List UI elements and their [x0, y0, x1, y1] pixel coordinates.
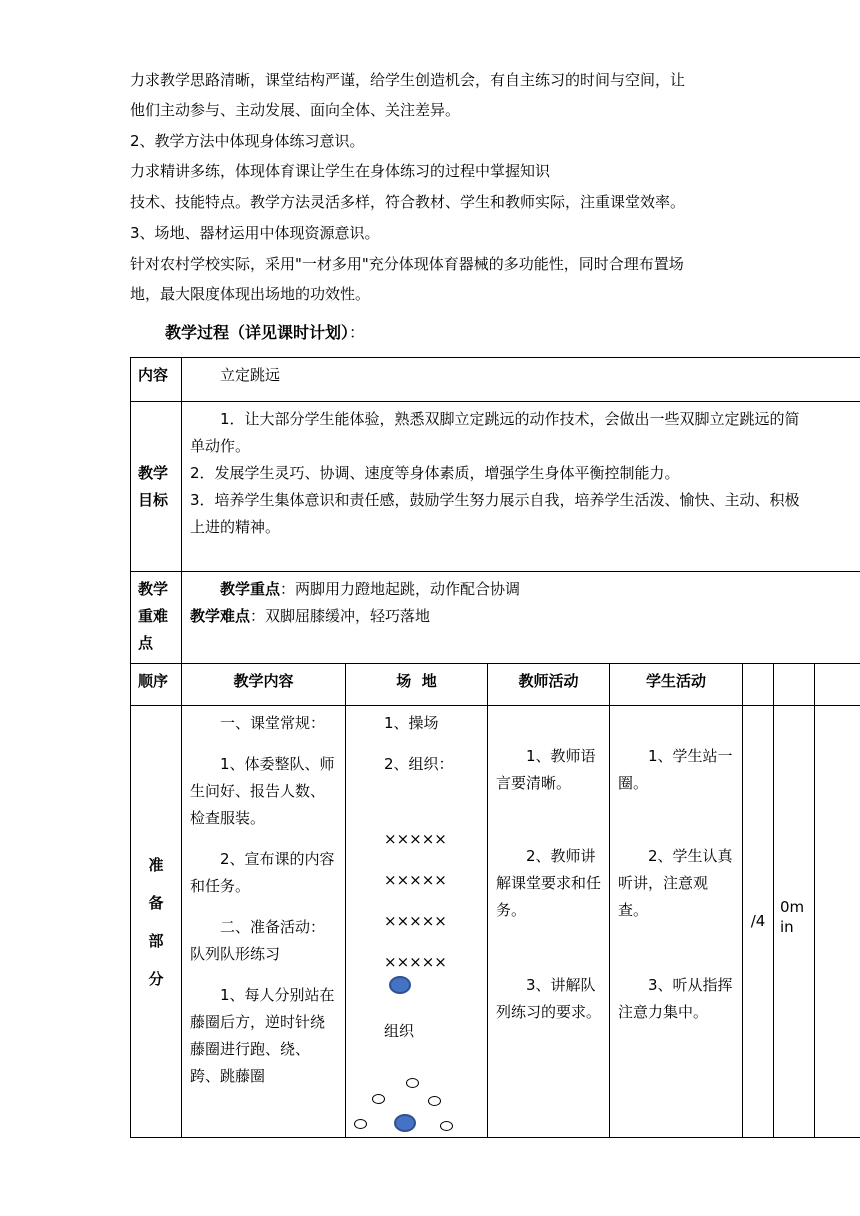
formation-row: ××××× [384, 871, 447, 889]
intro-line: 针对农村学校实际，采用"一材多用"充分体现体育器械的多功能性，同时合理布置场 [130, 255, 684, 273]
content-item: 2、宣布课的内容和任务。 [190, 850, 335, 895]
lesson-plan-table [130, 357, 860, 1138]
hoop-icon [354, 1119, 367, 1129]
difficulty-text: ：双脚屈膝缓冲，轻巧落地 [250, 607, 431, 625]
header-extra [774, 664, 815, 706]
header-venue: 场 地 [346, 664, 488, 706]
teacher-item: 2、教师讲解课堂要求和任务。 [496, 847, 602, 919]
content-column [182, 706, 346, 1138]
content-item: 一、课堂常规： [220, 714, 326, 732]
content-value: 立定跳远 [182, 358, 860, 402]
goal-item: 1．让大部分学生能体验，熟悉双脚立定跳远的动作技术，会做出一些双脚立定跳远的简 [220, 410, 800, 428]
formation-row: ××××× [384, 953, 447, 971]
student-item: 1、学生站一圈。 [618, 747, 733, 792]
student-item: 3、听从指挥注意力集中。 [618, 976, 733, 1021]
intro-line: 2、教学方法中体现身体练习意识。 [130, 132, 365, 150]
section-label: 准 备 部 分 [131, 706, 182, 1138]
header-extra [743, 664, 774, 706]
venue-column [346, 706, 488, 1138]
goal-item-cont: 上进的精神。 [190, 518, 281, 536]
content-item: 1、体委整队、师生问好、报告人数、检查服装。 [190, 755, 335, 827]
formation-row: ××××× [384, 912, 447, 930]
content-label: 内容 [131, 358, 182, 402]
section-heading [165, 320, 365, 343]
goal-item: 3．培养学生集体意识和责任感，鼓励学生努力展示自我，培养学生活泼、愉快、主动、积极 [190, 491, 800, 509]
prep-section-row [131, 706, 860, 1138]
formation-row: ××××× [384, 830, 447, 848]
teacher-position-icon [389, 976, 411, 994]
student-column [610, 706, 743, 1138]
goal-item: 2．发展学生灵巧、协调、速度等身体素质，增强学生身体平衡控制能力。 [190, 464, 680, 482]
teacher-position-icon [394, 1114, 416, 1132]
goal-item-cont: 单动作。 [190, 437, 251, 455]
content-row [131, 358, 860, 402]
difficulty-label: 教学难点 [190, 607, 251, 625]
heading-tail: ： [349, 323, 366, 342]
student-item: 2、学生认真听讲，注意观查。 [618, 847, 733, 919]
header-row [131, 664, 860, 706]
key-points-row [131, 572, 860, 664]
content-item: 二、准备活动：队列队形练习 [190, 918, 326, 963]
intro-line: 力求教学思路清晰，课堂结构严谨，给学生创造机会，有自主练习的时间与空间，让 [130, 71, 686, 89]
count-value: /4 [750, 912, 766, 930]
goals-row [131, 402, 860, 572]
venue-item: 1、操场 [384, 714, 439, 732]
heading-main: 教学过程（详见课时计划） [165, 323, 350, 342]
time-value: 0m in [780, 897, 805, 936]
hoop-icon [372, 1094, 385, 1104]
intro-line: 力求精讲多练，体现体育课让学生在身体练习的过程中掌握知识 [130, 162, 551, 180]
extra-col-a [743, 706, 774, 1138]
header-order: 顺序 [131, 664, 182, 706]
intro-line: 3、场地、器材运用中体现资源意识。 [130, 224, 380, 242]
teacher-column [488, 706, 610, 1138]
content-item: 1、每人分别站在藤圈后方，逆时针绕藤圈进行跑、绕、跨、跳藤圈 [190, 986, 335, 1085]
key-points-label: 教学 重难 点 [131, 572, 182, 664]
intro-line: 地，最大限度体现出场地的功效性。 [130, 285, 371, 303]
header-content: 教学内容 [182, 664, 346, 706]
hoop-icon [428, 1096, 441, 1106]
goals-label: 教学 目标 [131, 402, 182, 572]
intro-line: 他们主动参与、主动发展、面向全体、关注差异。 [130, 101, 461, 119]
intro-line: 技术、技能特点。教学方法灵活多样，符合教材、学生和教师实际，注重课堂效率。 [130, 193, 686, 211]
header-extra [815, 664, 860, 706]
venue-item: 2、组织： [384, 755, 454, 773]
teacher-item: 3、讲解队列练习的要求。 [496, 976, 602, 1021]
extra-col-c [815, 706, 860, 1138]
hoop-icon [406, 1078, 419, 1088]
header-student: 学生活动 [610, 664, 743, 706]
header-teacher: 教师活动 [488, 664, 610, 706]
teacher-item: 1、教师语言要清晰。 [496, 747, 596, 792]
extra-col-b [774, 706, 815, 1138]
hoop-icon [440, 1121, 453, 1131]
key-points-text [182, 572, 860, 664]
venue-org-label: 组织 [384, 1022, 415, 1040]
key-point-label: 教学重点 [220, 580, 281, 598]
key-point-text: ：两脚用力蹬地起跳，动作配合协调 [280, 580, 521, 598]
goals-text [182, 402, 860, 572]
